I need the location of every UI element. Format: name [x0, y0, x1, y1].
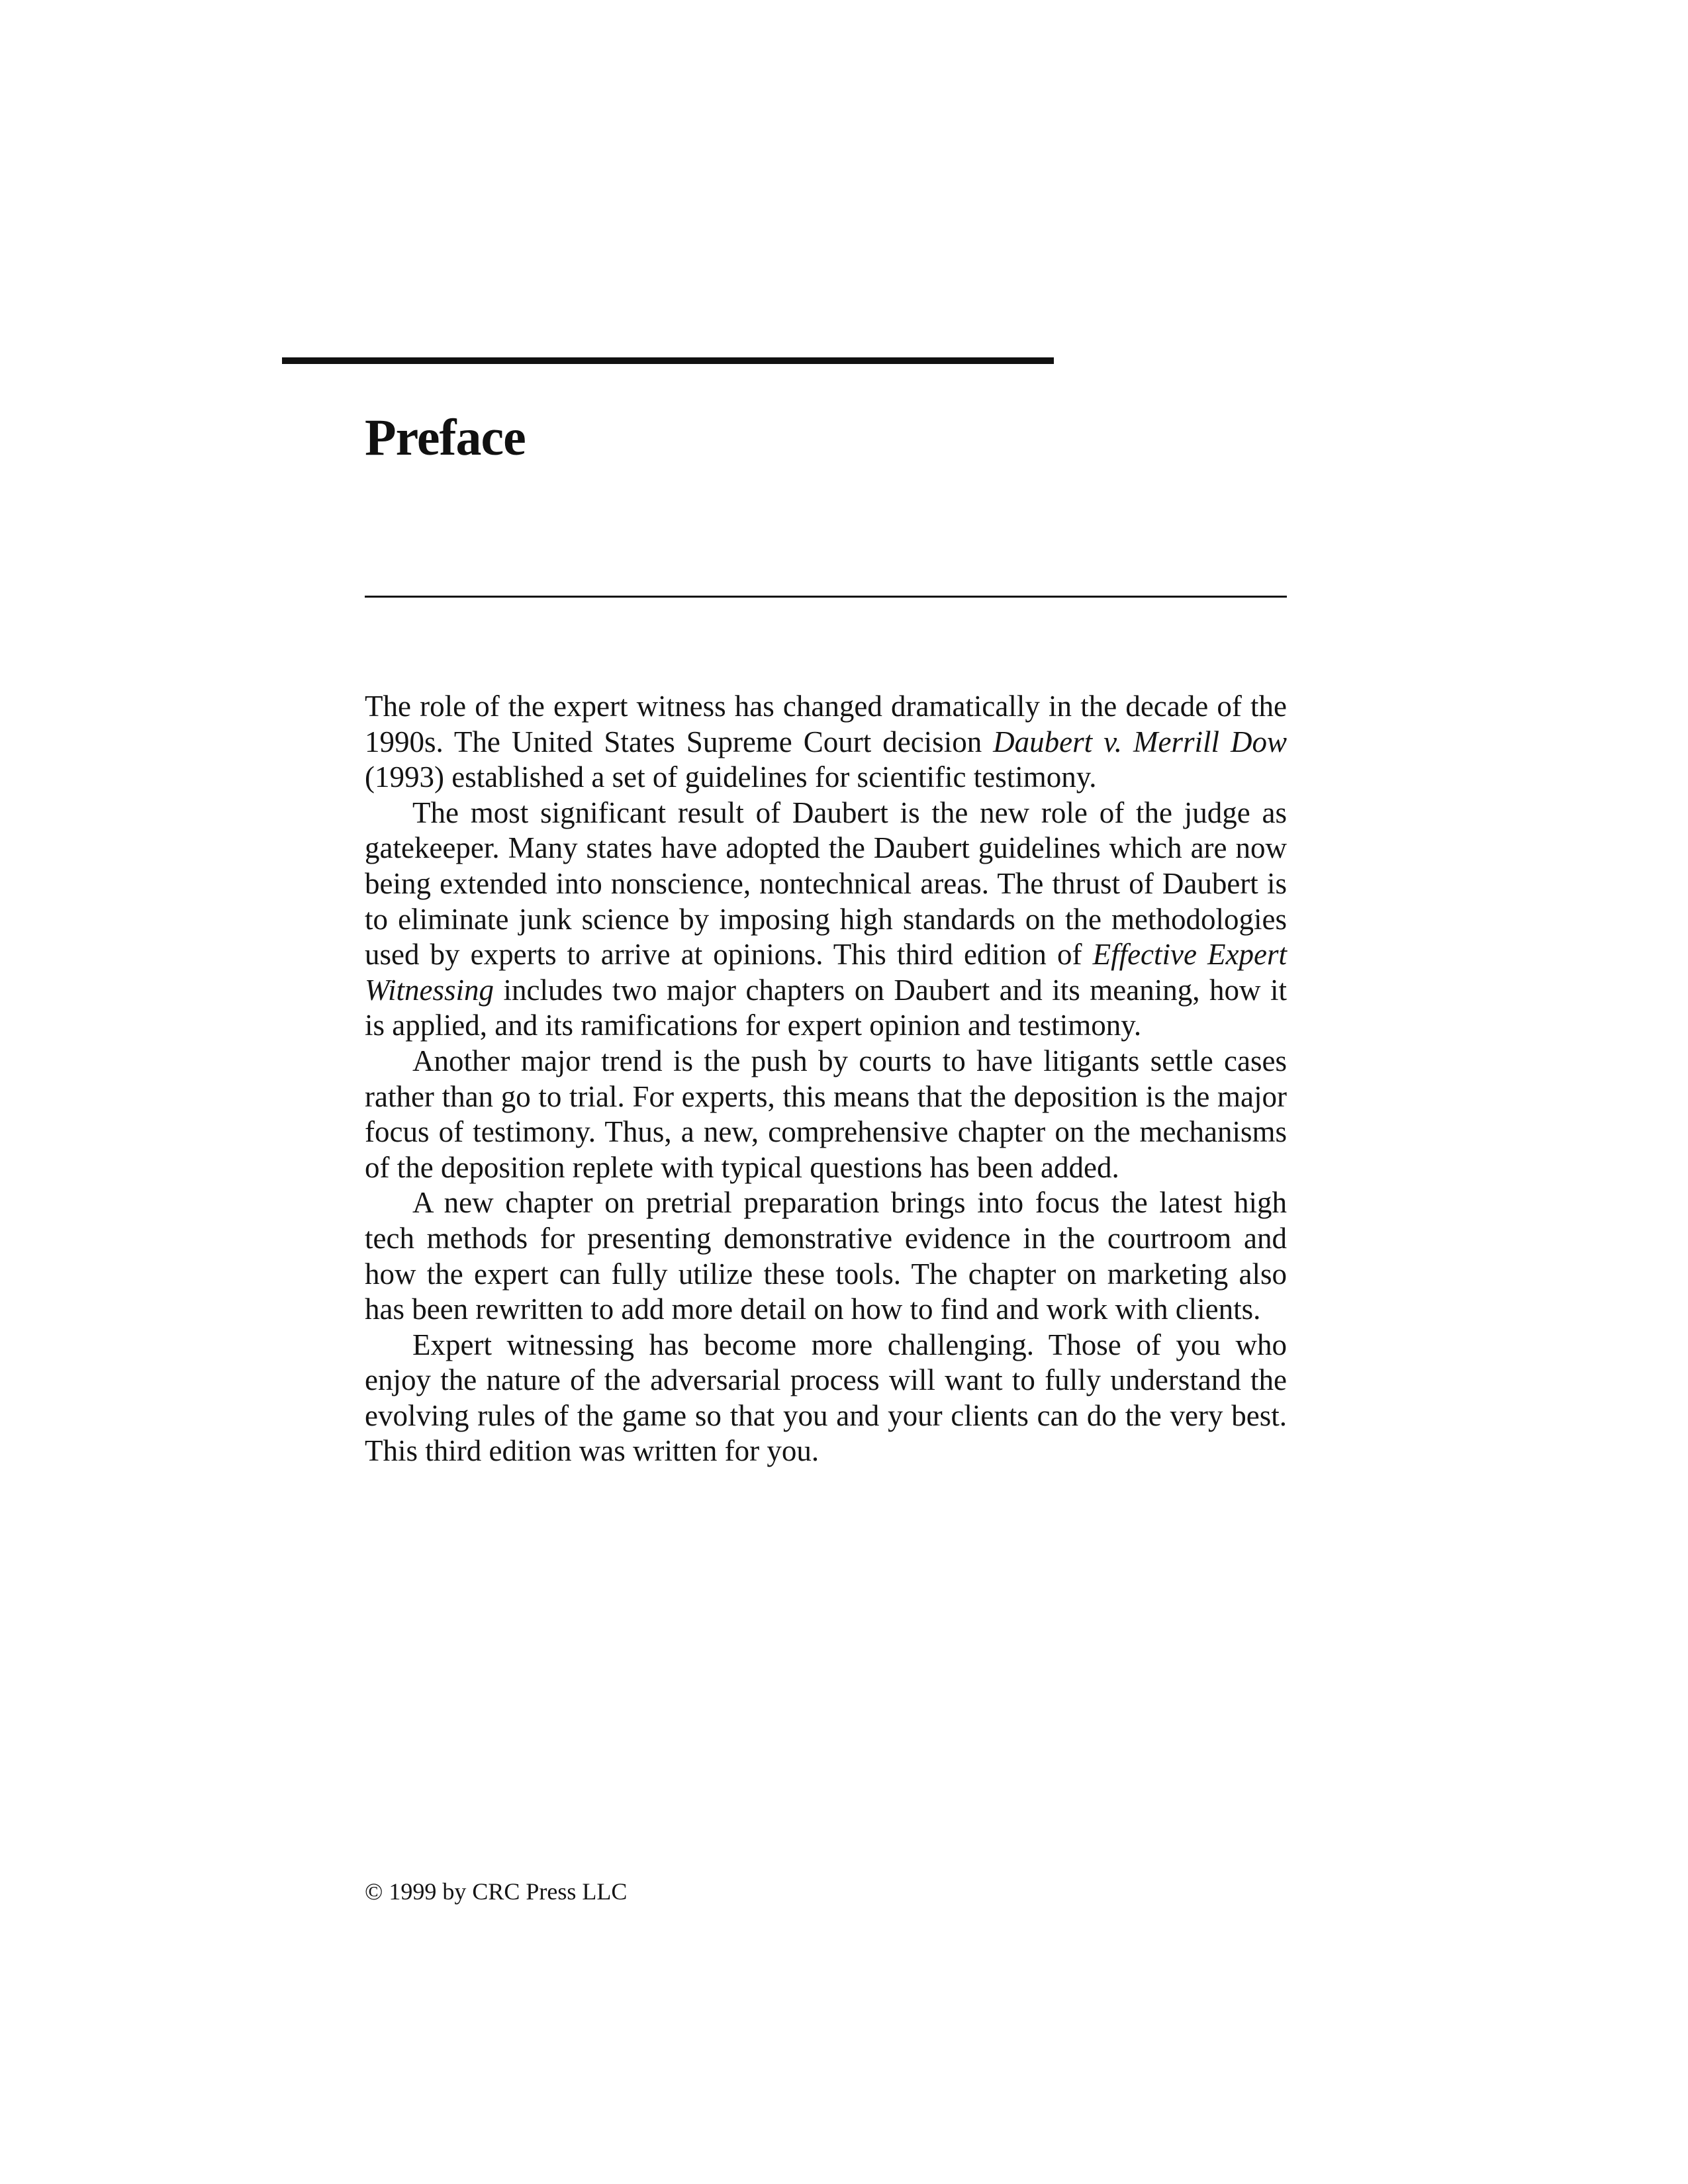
copyright-footer: © 1999 by CRC Press LLC	[365, 1878, 628, 1905]
paragraph-2-text-b: includes two major chapters on Daubert and its meaning, how it is applied, and its ramifications for expert opinion and testimony.	[365, 973, 1287, 1042]
paragraph-5: Expert witnessing has become more challenging. Those of you who enjoy the nature of the adversarial process will want to fully understand the evolving rules of the game so that you and your clients can do the very best. This third edition was written for you.	[365, 1328, 1287, 1468]
chapter-top-rule	[282, 357, 1054, 364]
paragraph-4: A new chapter on pretrial preparation brings into focus the latest high tech methods for presenting demonstrative evidence in the courtroom and how the expert can fully utilize these tools. The chapter on marketing also has been rewritten to add more detail on how to find and work with clients.	[365, 1186, 1287, 1326]
paragraph-1-text-b: (1993) established a set of guidelines for scientific testimony.	[365, 760, 1097, 794]
paragraph-1	[365, 689, 1287, 796]
case-name: Daubert v. Merrill Dow	[993, 725, 1287, 758]
paragraph-2-text-a: The most significant result of Daubert is the new role of the judge as gatekeeper. Many states have adopted the Daubert guidelines which are now being extended into nonscience, nontechnical areas. The thrust of Daubert is to eliminate junk science by imposing high standards on the methodologies used by experts to arrive at opinions. This third edition of	[365, 796, 1287, 972]
page-title: Preface	[365, 408, 526, 466]
paragraph-1-text-a: The role of the expert witness has changed dramatically in the decade of the 1990s. The United States Supreme Court decision	[365, 690, 1287, 758]
preface-body	[365, 689, 1287, 1469]
paragraph-2	[365, 796, 1287, 1044]
book-title: Effective Expert Witnessing	[365, 938, 1287, 1007]
title-divider	[365, 596, 1287, 598]
paragraph-3: Another major trend is the push by courts to have litigants settle cases rather than go to trial. For experts, this means that the deposition is the major focus of testimony. Thus, a new, comprehensive chapter on the mechanisms of the deposition replete with typical questions has been added.	[365, 1044, 1287, 1184]
